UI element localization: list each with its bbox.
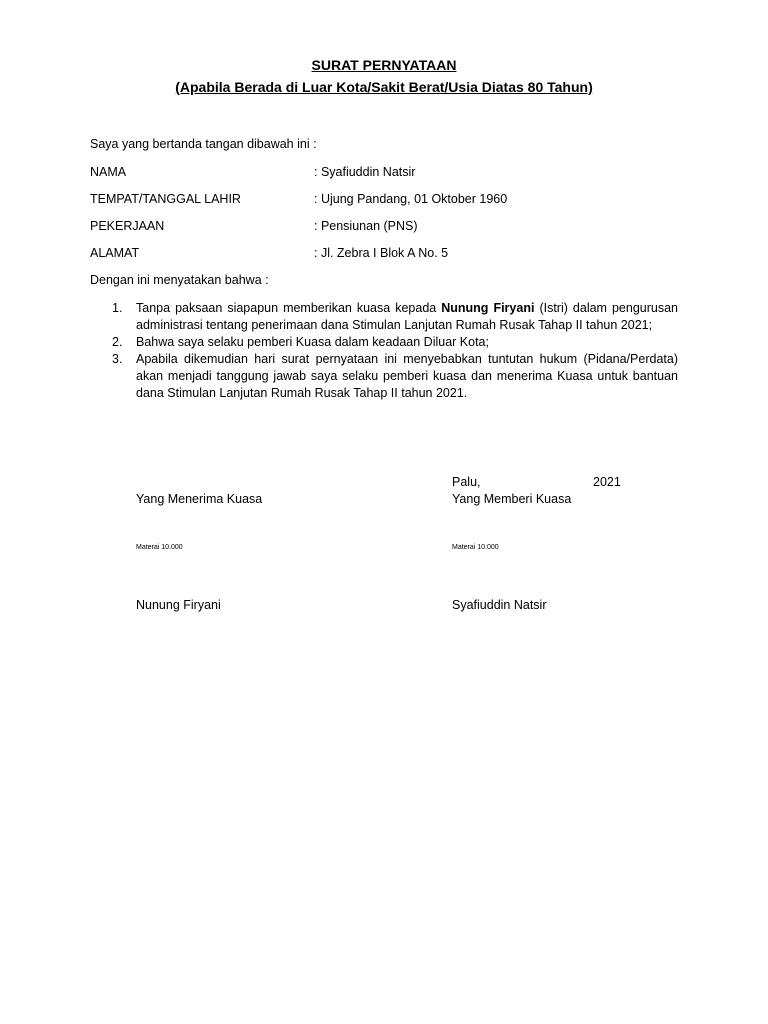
statement-list (90, 300, 678, 402)
left-sign-role: Yang Menerima Kuasa (136, 492, 263, 506)
field-value-nama: : Syafiuddin Natsir (314, 165, 416, 179)
list-text-part: Tanpa paksaan siapapun memberikan kuasa kepada (136, 301, 442, 315)
list-text-part: Apabila dikemudian hari surat pernyataan ini menyebabkan tuntutan hukum (Pidana/Perdata) akan menjadi tanggung jawab saya selaku pemberi kuasa dan menerima Kuasa untuk bantuan dana Stimulan Lanjutan Rumah Rusak Tahap II tahun 2021. (136, 352, 678, 400)
list-text-part: Bahwa saya selaku pemberi Kuasa dalam keadaan Diluar Kota; (136, 335, 489, 349)
list-item (90, 300, 678, 334)
list-text-part: (Istri) dalam pengurusan administrasi tentang penerimaan dana Stimulan Lanjutan Rumah Rusak Tahap II tahun 2021; (136, 301, 678, 332)
sign-place: Palu, (452, 475, 481, 489)
document-title: SURAT PERNYATAAN (311, 57, 457, 73)
list-item (90, 334, 678, 351)
field-label-pekerjaan: PEKERJAAN (90, 219, 165, 233)
field-label-ttl: TEMPAT/TANGGAL LAHIR (90, 192, 241, 206)
list-text (136, 334, 678, 351)
left-materai: Materai 10.000 (136, 544, 183, 551)
list-text-bold: Nunung Firyani (441, 301, 535, 315)
field-value-pekerjaan: : Pensiunan (PNS) (314, 219, 418, 233)
list-text (136, 351, 678, 402)
list-text (136, 300, 678, 334)
right-sign-name: Syafiuddin Natsir (452, 598, 547, 612)
list-number: 1. (112, 301, 123, 315)
list-number: 3. (112, 352, 123, 366)
list-number: 2. (112, 335, 123, 349)
field-label-nama: NAMA (90, 165, 127, 179)
field-value-ttl: : Ujung Pandang, 01 Oktober 1960 (314, 192, 508, 206)
field-value-alamat: : Jl. Zebra I Blok A No. 5 (314, 246, 449, 260)
statement-intro: Dengan ini menyatakan bahwa : (90, 273, 269, 287)
right-materai: Materai 10.000 (452, 544, 499, 551)
left-sign-name: Nunung Firyani (136, 598, 221, 612)
intro-text: Saya yang bertanda tangan dibawah ini : (90, 137, 317, 151)
sign-year: 2021 (593, 475, 621, 489)
field-label-alamat: ALAMAT (90, 246, 140, 260)
right-sign-role: Yang Memberi Kuasa (452, 492, 572, 506)
list-item (90, 351, 678, 402)
document-subtitle: (Apabila Berada di Luar Kota/Sakit Berat/Usia Diatas 80 Tahun) (175, 79, 593, 95)
